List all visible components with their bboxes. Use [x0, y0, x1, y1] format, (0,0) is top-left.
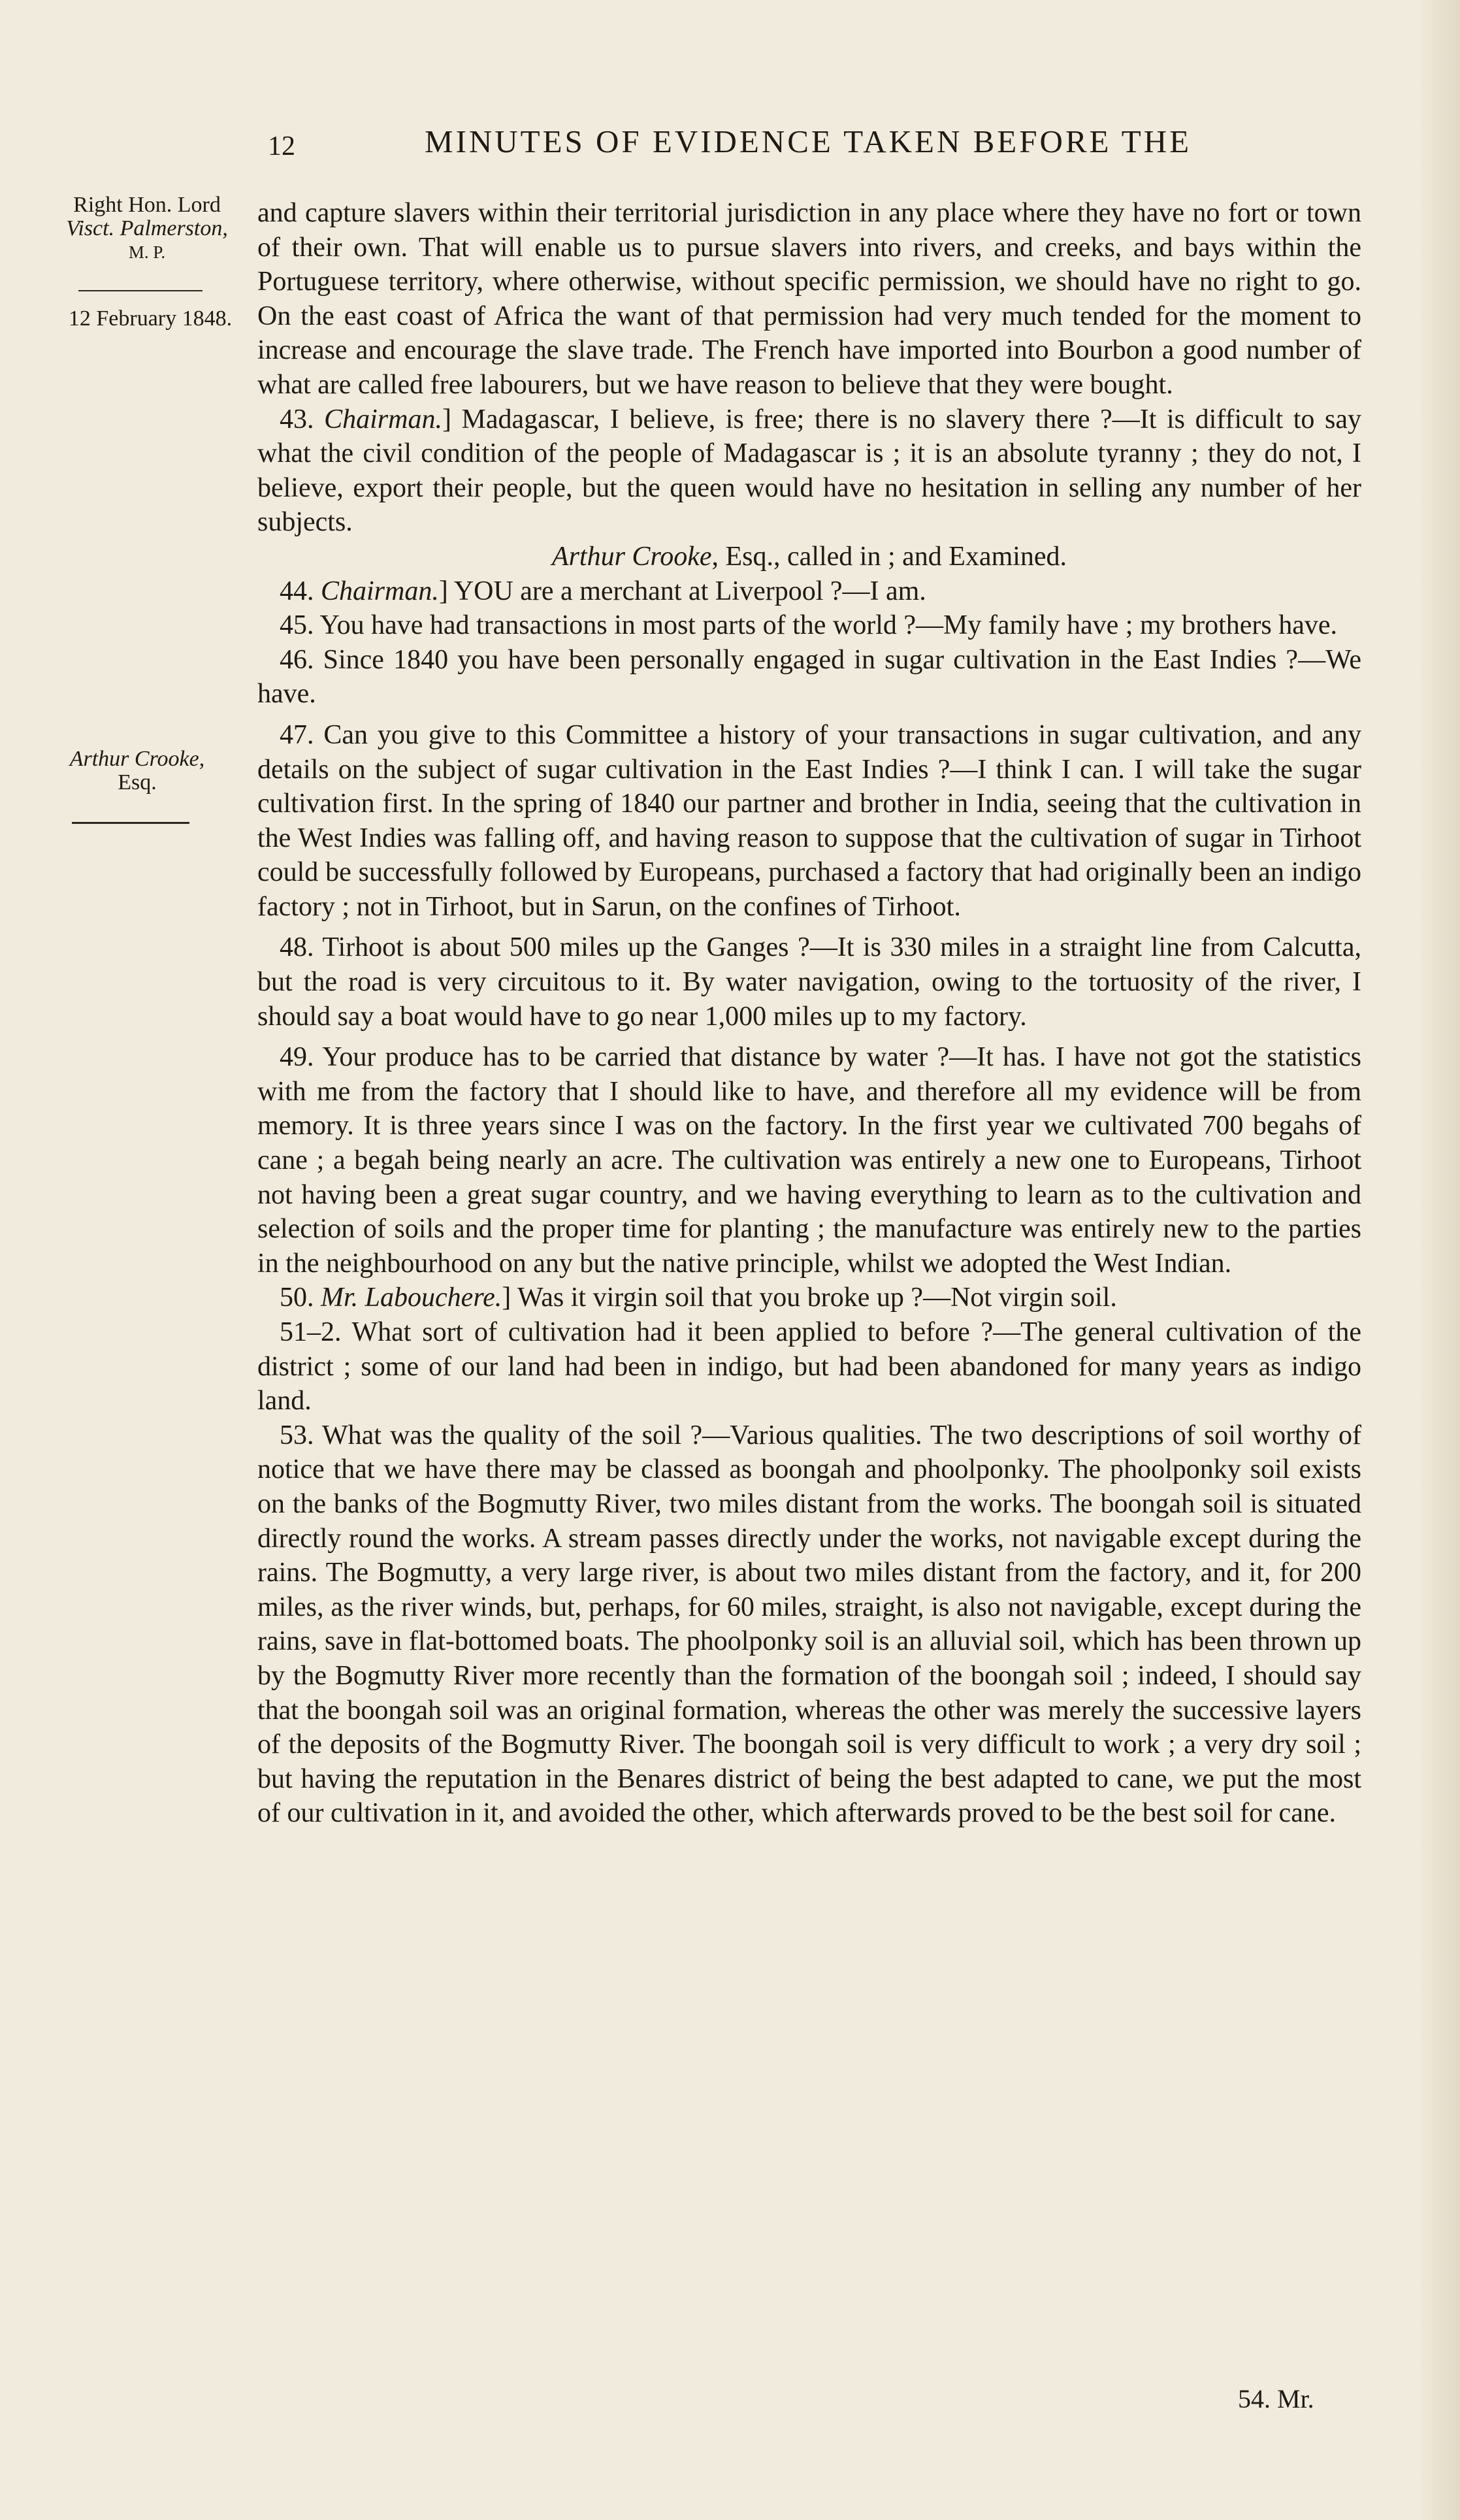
margin-witness-2-line2: Esq. — [118, 770, 157, 794]
margin-rule-1 — [78, 290, 203, 291]
margin-date: 12 February 1848. — [68, 306, 233, 331]
q50-text: ] Was it virgin soil that you broke up ?—Not virgin soil. — [502, 1283, 1117, 1313]
margin-witness-1 — [46, 193, 248, 264]
question-49: 49. Your produce has to be carried that distance by water ?—It has. I have not got the statistics with me from the factory that I should like to have, and therefore all my evidence will be from memory. It is three years since I was on the factory. In the first year we cultivated 700 begahs of cane ; a begah being nearly an acre. The cultivation was entirely a new one to Europeans, Tirhoot not having been a great sugar country, and we having everything to learn as to the cultivation and selection of soils and the proper time for planting ; the manufacture was entirely new to the parties in the neighbourhood on any but the native principle, whilst we adopted the West Indian. — [257, 1042, 1361, 1279]
paragraph-gap — [257, 712, 1361, 718]
question-45: 45. You have had transactions in most parts of the world ?—My family have ; my brothers have. — [280, 610, 1338, 641]
q43-number: 43. — [280, 404, 314, 434]
q43-speaker: Chairman. — [324, 404, 442, 434]
question-46: 46. Since 1840 you have been personally engaged in sugar cultivation in the East Indies ?—We have. — [257, 644, 1361, 710]
margin-rule-2 — [72, 822, 189, 824]
witness-name: Arthur Crooke — [551, 541, 712, 572]
witness-heading — [257, 540, 1361, 574]
question-50 — [257, 1281, 1361, 1315]
question-53: 53. What was the quality of the soil ?—Various qualities. The two descriptions of soil worthy of notice that we have there may be classed as boongah and phoolponky. The phoolponky soil exists on the banks of the Bogmutty River, two miles distant from the works. The boongah soil is situated directly round the works. A stream passes directly under the works, not navigable except during the rains. The Bogmutty, a very large river, is about two miles distant from the factory, and it, for 200 miles, as the river winds, but, perhaps, for 60 miles, straight, is also not navigable, except during the rains, save in flat-bottomed boats. The phoolponky soil is an alluvial soil, which has been thrown up by the Bogmutty River more recently than the formation of the boongah soil ; indeed, I should say that the boongah soil was an original formation, whereas the other was merely the successive layers of the deposits of the Bogmutty River. The boongah soil is very difficult to work ; a very dry soil ; but having the reputation in the Benares district of being the best adapted to cane, we put the most of our cultivation in it, and avoided the other, which afterwards proved to be the best soil for cane. — [257, 1420, 1361, 1829]
q44-number: 44. — [280, 576, 314, 606]
question-48: 48. Tirhoot is about 500 miles up the Ganges ?—It is 330 miles in a straight line from Calcutta, but the road is very circuitous to it. By water navigation, owing to the tortuosity of the river, I should say a boat would have to go near 1,000 miles up to my factory. — [257, 932, 1361, 1032]
paragraph-gap — [257, 1034, 1361, 1040]
question-44 — [257, 574, 1361, 609]
margin-witness-1-line1: Right Hon. Lord — [73, 193, 221, 217]
witness-intro: , Esq., called in ; and Examined. — [711, 541, 1067, 572]
q50-number: 50. — [280, 1283, 314, 1313]
page-edge-shadow — [1421, 0, 1460, 2520]
q50-speaker: Mr. Labouchere. — [321, 1283, 502, 1313]
margin-witness-2-line1: Arthur Crooke, — [69, 747, 205, 771]
question-51-2: 51–2. What sort of cultivation had it been applied to before ?—The general cultivation of the district ; some of our land had been in indigo, but had been abandoned for many years as indigo land. — [257, 1317, 1361, 1416]
question-43 — [257, 402, 1361, 540]
margin-witness-1-line2: Visct. Palmerston, — [66, 216, 228, 240]
running-head: MINUTES OF EVIDENCE TAKEN BEFORE THE — [425, 123, 1192, 159]
margin-witness-1-line3: M. P. — [128, 242, 166, 262]
q43-text: ] Madagascar, I believe, is free; there is no slavery there ?—It is difficult to say what the civil condition of the people of Madagascar is ; it is an absolute tyranny ; they do not, I believe, export their people, but the queen would have no hesitation in selling any number of her subjects. — [257, 404, 1362, 538]
margin-witness-2 — [39, 747, 235, 794]
question-47: 47. Can you give to this Committee a history of your transactions in sugar cultivation, and any details on the subject of sugar cultivation in the East Indies ?—I think I can. I will take the sugar cultivation first. In the spring of 1840 our partner and brother in India, seeing that the cultivation in the West Indies was falling off, and having reason to suppose that the cultivation of sugar in Tirhoot could be successfully followed by Europeans, purchased a factory that had originally been an indigo factory ; not in Tirhoot, but in Sarun, on the confines of Tirhoot. — [257, 719, 1361, 922]
main-text — [257, 196, 1361, 1831]
page-header — [261, 123, 1365, 175]
q44-text: ] YOU are a merchant at Liverpool ?—I am. — [438, 576, 926, 606]
q44-speaker: Chairman. — [321, 576, 439, 606]
continued-paragraph: and capture slavers within their territorial jurisdiction in any place where they have no fort or town of their own. That will enable us to pursue slavers into rivers, and creeks, and bays within the Portuguese territory, where otherwise, without specific permission, we should have no right to go. On the east coast of Africa the want of that permission had very much tended for the moment to increase and encourage the slave trade. The French have imported into Bourbon a good number of what are called free labourers, but we have reason to believe that they were bought. — [257, 198, 1361, 400]
catchword: 54. Mr. — [1238, 2384, 1314, 2414]
page-number: 12 — [268, 131, 295, 161]
paragraph-gap — [257, 924, 1361, 930]
